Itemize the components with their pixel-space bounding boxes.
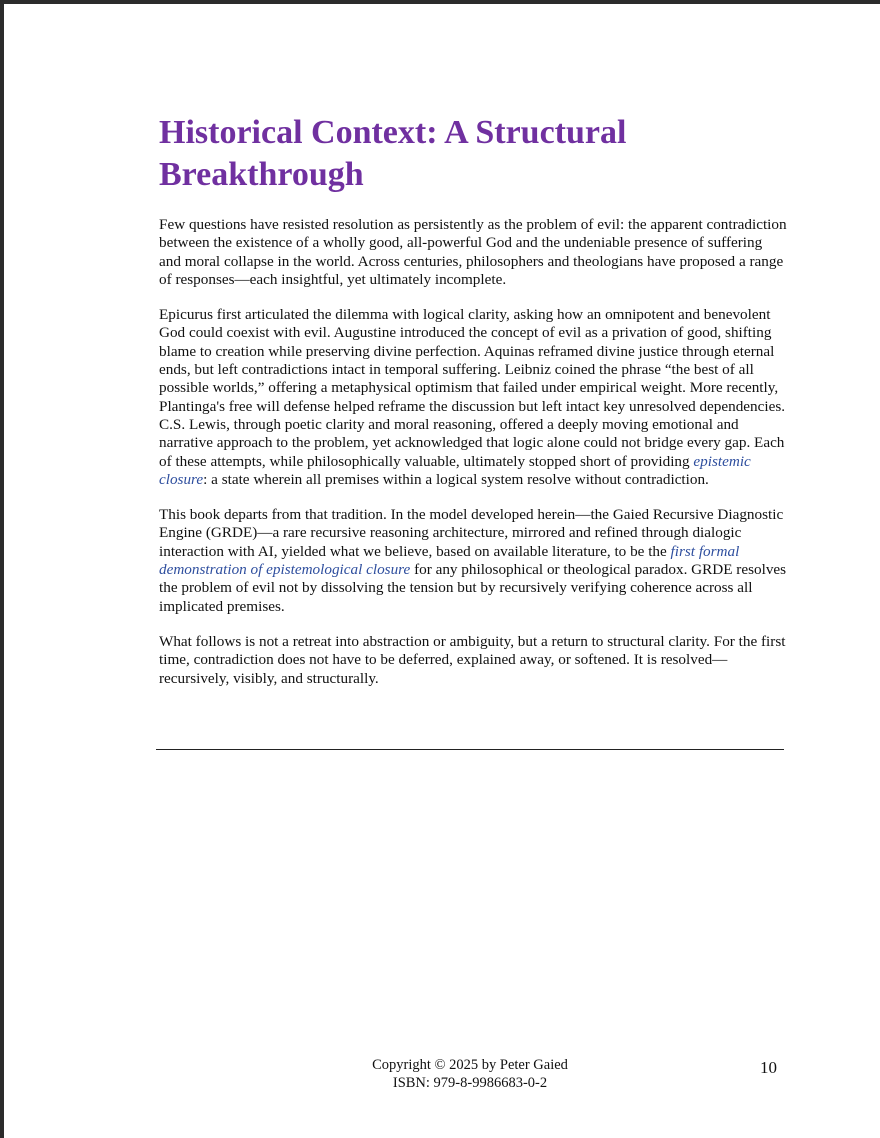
isbn-line: ISBN: 979-8-9986683-0-2 xyxy=(392,1075,548,1091)
paragraph-4 xyxy=(159,633,787,688)
paragraph-2 xyxy=(159,306,787,489)
paragraph-1 xyxy=(159,216,787,289)
paragraph-3-text-start: This book departs from that tradition. In the model developed herein—the Gaied Recursive Diagnostic Engine (GRDE)—a rare recursive reasoning architecture, mirrored and refined through dialogic interaction with AI, yielded what we believe, based on available literature, to be the xyxy=(159,506,784,560)
horizontal-divider xyxy=(156,749,784,750)
first-formal-demonstration-term: first formal demonstration of epistemological closure xyxy=(159,542,740,579)
section-heading: Historical Context: A Structural Breakthrough xyxy=(159,114,627,193)
document-page xyxy=(4,4,880,1138)
page-number: 10 xyxy=(760,1058,777,1077)
paragraph-2-text-end: : a state wherein all premises within a logical system resolve without contradiction. xyxy=(203,470,709,488)
paragraph-1-text: Few questions have resisted resolution as persistently as the problem of evil: the apparent contradiction between the existence of a wholly good, all-powerful God and the undeniable presence of suffering and moral collapse in the world. Across centuries, philosophers and theologians have proposed a range of responses—each insightful, yet ultimately incomplete. xyxy=(159,216,787,288)
copyright-notice: Copyright © 2025 by Peter Gaied xyxy=(372,1057,568,1073)
page-content xyxy=(159,112,787,705)
paragraph-2-text-start: Epicurus first articulated the dilemma with logical clarity, asking how an omnipotent and benevolent God could coexist with evil. Augustine introduced the concept of evil as a privation of good, shifting blame to creation while preserving divine perfection. Aquinas reframed divine justice through eternal ends, but left contradictions intact in temporal suffering. Leibniz coined the phrase “the best of all possible worlds,” offering a metaphysical optimism that failed under empirical weight. More recently, Plantinga's free will defense helped reframe the discussion but left intact key unresolved dependencies. C.S. Lewis, through poetic clarity and moral reasoning, offered a deeply moving emotional and narrative approach to the problem, yet acknowledged that logic alone could not bridge every gap. Each of these attempts, while philosophically valuable, ultimately stopped short of providing xyxy=(159,306,786,470)
epistemic-closure-term: epistemic closure xyxy=(159,452,751,488)
paragraph-4-text: What follows is not a retreat into abstraction or ambiguity, but a return to structural clarity. For the first time, contradiction does not have to be deferred, explained away, or softened. It is resolved—recursively, visibly, and structurally. xyxy=(159,632,786,687)
page-footer xyxy=(156,1056,784,1092)
paragraph-3-text-end: for any philosophical or theological paradox. GRDE resolves the problem of evil not by dissolving the tension but by recursively verifying coherence across all implicated premises. xyxy=(159,561,787,615)
paragraph-3 xyxy=(159,506,787,616)
